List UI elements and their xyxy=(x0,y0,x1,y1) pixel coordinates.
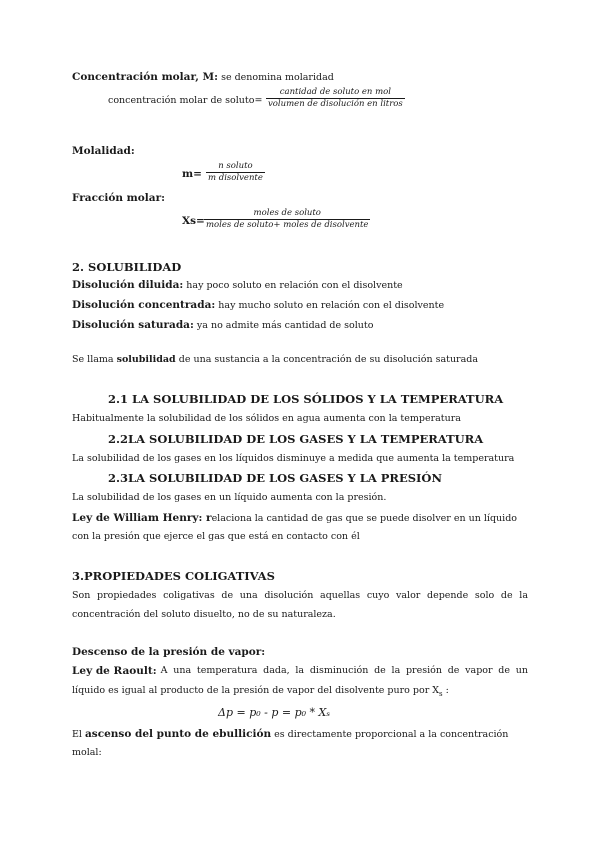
ascenso-post: es directamente proporcional a la concentración xyxy=(271,729,509,740)
molar-formula-label: concentración molar de soluto= xyxy=(108,95,263,106)
fraccion-numerator: moles de soluto xyxy=(253,208,321,218)
molar-title: Concentración molar, M: xyxy=(72,71,219,83)
descenso-heading xyxy=(72,645,265,659)
s21-text: Habitualmente la solubilidad de los sólidos en agua aumenta con la temperatura xyxy=(72,413,461,424)
diluida-line xyxy=(72,278,403,293)
molalidad-lhs xyxy=(182,167,202,181)
raoult-line-2 xyxy=(72,684,449,701)
molar-numerator: cantidad de soluto en mol xyxy=(279,87,392,97)
s23-text: La solubilidad de los gases en un líquido aumenta con la presión. xyxy=(72,492,387,503)
definition-term: solubilidad xyxy=(116,354,176,365)
s23-heading: 2.3LA SOLUBILIDAD DE LOS GASES Y LA PRESIÓN xyxy=(108,471,442,485)
s22-heading: 2.2LA SOLUBILIDAD DE LOS GASES Y LA TEMPERATURA xyxy=(108,432,484,446)
s21-heading: 2.1 LA SOLUBILIDAD DE LOS SÓLIDOS Y LA TEMPERATURA xyxy=(108,392,504,406)
henry-line xyxy=(72,511,517,526)
fraccion-fraction xyxy=(204,208,370,231)
raoult-line xyxy=(72,664,528,678)
henry-label: Ley de William Henry: r xyxy=(72,512,212,524)
raoult-subscript: s xyxy=(439,689,443,698)
raoult-label: Ley de Raoult: xyxy=(72,665,157,677)
ascenso-pre: El xyxy=(72,729,85,740)
saturada-line xyxy=(72,318,373,333)
definition-pre: Se llama xyxy=(72,354,117,365)
molalidad-title-text: Molalidad: xyxy=(72,145,135,157)
raoult-formula: Δp = p₀ - p = p₀ * Xₛ xyxy=(218,706,331,719)
henry-text-1: elaciona la cantidad de gas que se puede disolver en un líquido xyxy=(211,513,517,524)
ascenso-term: ascenso del punto de ebullición xyxy=(85,728,272,740)
fraccion-lhs-text: Xs= xyxy=(182,215,205,227)
coligativas-heading: 3.PROPIEDADES COLIGATIVAS xyxy=(72,569,275,583)
raoult-text-1: A una temperatura dada, la disminución de la presión de vapor de un xyxy=(160,665,528,676)
molar-fraction xyxy=(266,87,405,110)
saturada-text: ya no admite más cantidad de soluto xyxy=(193,320,374,331)
raoult-text-2: líquido es igual al producto de la presión de vapor del disolvente puro por X xyxy=(72,685,440,696)
fraccion-lhs xyxy=(182,214,205,228)
molar-desc: se denomina molaridad xyxy=(218,72,334,83)
fraccion-title xyxy=(72,191,165,205)
molalidad-title xyxy=(72,144,135,158)
molar-denominator: volumen de disolución en litros xyxy=(268,99,403,109)
s22-text: La solubilidad de los gases en los líquidos disminuye a medida que aumenta la temperatura xyxy=(72,453,515,464)
ascenso-end: molal: xyxy=(72,747,102,758)
coligativas-text-1: Son propiedades coligativas de una disolución aquellas cuyo valor depende solo de la xyxy=(72,590,528,601)
descenso-text: Descenso de la presión de vapor: xyxy=(72,646,266,658)
molalidad-numerator: n soluto xyxy=(218,161,253,171)
solubilidad-definition xyxy=(72,353,478,367)
henry-text-2: con la presión que ejerce el gas que está en contacto con él xyxy=(72,531,360,542)
molalidad-fraction xyxy=(206,161,265,184)
diluida-text: hay poco soluto en relación con el disolvente xyxy=(183,280,403,291)
raoult-end: : xyxy=(442,685,449,696)
concentrada-label: Disolución concentrada: xyxy=(72,299,216,311)
saturada-label: Disolución saturada: xyxy=(72,319,194,331)
concentrada-text: hay mucho soluto en relación con el disolvente xyxy=(215,300,445,311)
diluida-label: Disolución diluida: xyxy=(72,279,184,291)
coligativas-text-2: concentración del soluto disuelto, no de su naturaleza. xyxy=(72,609,336,620)
definition-post: de una sustancia a la concentración de su disolución saturada xyxy=(175,354,479,365)
molalidad-denominator: m disolvente xyxy=(208,173,263,183)
concentrada-line xyxy=(72,298,444,313)
fraccion-title-text: Fracción molar: xyxy=(72,192,165,204)
molalidad-lhs-text: m= xyxy=(182,168,202,180)
molar-line xyxy=(72,70,334,85)
fraccion-denominator: moles de soluto+ moles de disolvente xyxy=(206,220,369,230)
ascenso-line xyxy=(72,727,508,742)
solubilidad-heading: 2. SOLUBILIDAD xyxy=(72,260,182,274)
